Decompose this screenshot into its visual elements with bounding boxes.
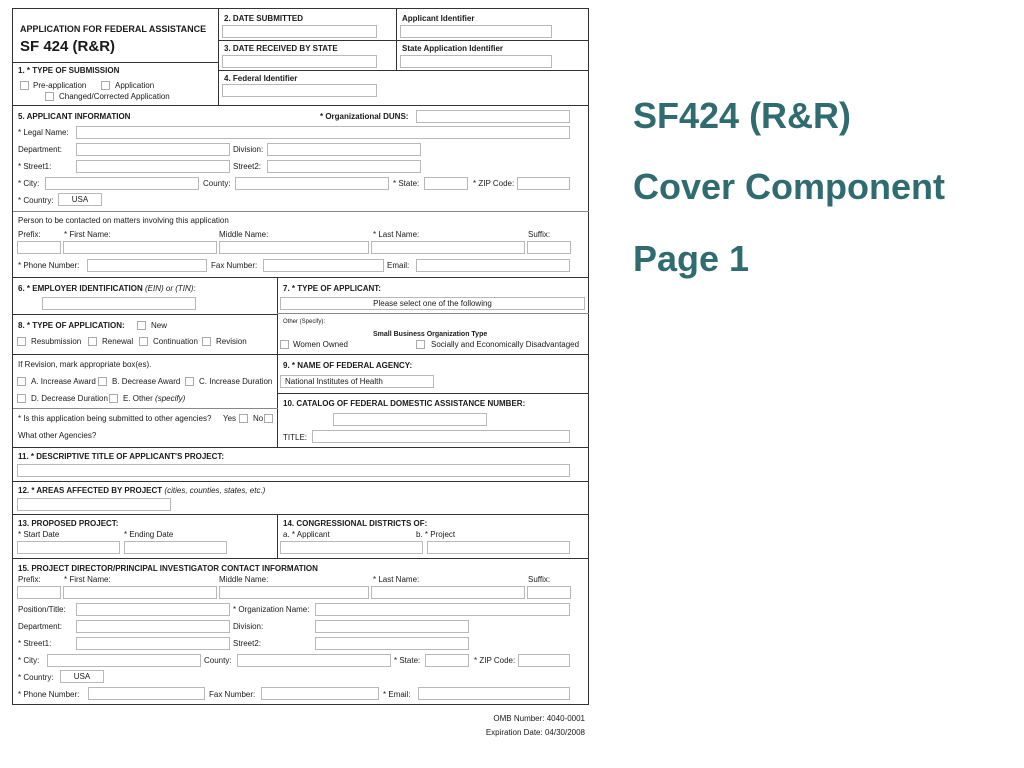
applicant-info-heading: 5. APPLICANT INFORMATION: [18, 112, 131, 121]
pi-prefix-label: Prefix:: [18, 575, 41, 584]
contact-prefix-label: Prefix:: [18, 230, 41, 239]
contact-last-name-label: * Last Name:: [373, 230, 420, 239]
country-label: * Country:: [18, 196, 54, 205]
legal-name-label: * Legal Name:: [18, 128, 69, 137]
pi-zip-field[interactable]: [518, 654, 570, 667]
increase-award-checkbox[interactable]: [17, 377, 26, 386]
other-revision-label: E. Other (specify): [123, 394, 186, 403]
pi-street1-label: * Street1:: [18, 639, 52, 648]
applicant-identifier-field[interactable]: [400, 25, 552, 38]
contact-last-name-field[interactable]: [371, 241, 525, 254]
other-agencies-question: * Is this application being submitted to other agencies?: [18, 414, 212, 423]
pi-email-label: * Email:: [383, 690, 411, 699]
division-label: Division:: [233, 145, 264, 154]
application-label: Application: [115, 81, 155, 90]
project-district-label: b. * Project: [416, 530, 456, 539]
pd-pi-heading: 15. PROJECT DIRECTOR/PRINCIPAL INVESTIGATOR CONTACT INFORMATION: [18, 564, 318, 573]
pi-division-label: Division:: [233, 622, 264, 631]
areas-affected-field[interactable]: [17, 498, 171, 511]
ein-field[interactable]: [42, 297, 196, 310]
county-field[interactable]: [235, 177, 389, 190]
start-date-field[interactable]: [17, 541, 120, 554]
pi-org-name-field[interactable]: [315, 603, 570, 616]
state-field[interactable]: [424, 177, 468, 190]
federal-identifier-field[interactable]: [222, 84, 377, 97]
pi-prefix-field[interactable]: [17, 586, 61, 599]
pi-first-name-label: * First Name:: [64, 575, 111, 584]
other-specify-label: Other (Specify):: [283, 319, 326, 325]
county-label: County:: [203, 179, 231, 188]
contact-email-label: Email:: [387, 261, 410, 270]
renewal-label: Renewal: [102, 337, 134, 346]
end-date-field[interactable]: [124, 541, 227, 554]
pi-city-label: * City:: [18, 656, 40, 665]
slide-title-line-2: Cover Component: [633, 166, 946, 207]
contact-suffix-field[interactable]: [527, 241, 571, 254]
federal-agency-label: 9. * NAME OF FEDERAL AGENCY:: [283, 361, 413, 370]
contact-phone-field[interactable]: [87, 259, 207, 272]
contact-suffix-label: Suffix:: [528, 230, 551, 239]
title-field[interactable]: [312, 430, 570, 443]
contact-middle-name-label: Middle Name:: [219, 230, 269, 239]
resubmission-label: Resubmission: [31, 337, 82, 346]
pi-fax-field[interactable]: [261, 687, 379, 700]
pi-phone-field[interactable]: [88, 687, 205, 700]
federal-agency-field[interactable]: National Institutes of Health: [280, 375, 434, 388]
revision-mark-label: If Revision, mark appropriate box(es).: [18, 360, 152, 369]
state-app-identifier-label: State Application Identifier: [402, 44, 504, 53]
contact-prefix-field[interactable]: [17, 241, 61, 254]
pi-country-label: * Country:: [18, 673, 54, 682]
congressional-districts-label: 14. CONGRESSIONAL DISTRICTS OF:: [283, 519, 428, 528]
new-checkbox[interactable]: [137, 321, 146, 330]
contact-email-field[interactable]: [416, 259, 570, 272]
street2-field[interactable]: [267, 160, 421, 173]
revision-checkbox[interactable]: [202, 337, 211, 346]
federal-identifier-label: 4. Federal Identifier: [224, 74, 298, 83]
women-owned-label: Women Owned: [293, 340, 348, 349]
areas-affected-label: 12. * AREAS AFFECTED BY PROJECT (cities, counties, states, etc.): [18, 486, 266, 495]
continuation-checkbox[interactable]: [139, 337, 148, 346]
no-label: No: [253, 414, 264, 423]
yes-checkbox[interactable]: [239, 414, 248, 423]
type-of-application-label: 8. * TYPE OF APPLICATION:: [18, 321, 125, 330]
date-submitted-field[interactable]: [222, 25, 377, 38]
pre-application-checkbox[interactable]: [20, 81, 29, 90]
pi-last-name-label: * Last Name:: [373, 575, 420, 584]
increase-award-label: A. Increase Award: [31, 377, 96, 386]
omb-number: OMB Number: 4040-0001: [493, 714, 585, 723]
new-label: New: [151, 321, 168, 330]
legal-name-field[interactable]: [76, 126, 570, 139]
other-revision-checkbox[interactable]: [109, 394, 118, 403]
contact-person-label: Person to be contacted on matters involving this application: [18, 216, 229, 225]
pi-suffix-label: Suffix:: [528, 575, 551, 584]
sf424-form: [12, 8, 589, 705]
pi-street1-field[interactable]: [76, 637, 230, 650]
zip-field[interactable]: [517, 177, 570, 190]
pi-country-field[interactable]: USA: [60, 670, 104, 683]
ein-label: 6. * EMPLOYER IDENTIFICATION (EIN) or (TIN):: [18, 284, 196, 293]
cfda-field[interactable]: [333, 413, 487, 426]
state-app-identifier-field[interactable]: [400, 55, 552, 68]
pi-zip-label: * ZIP Code:: [474, 656, 516, 665]
division-field[interactable]: [267, 143, 421, 156]
pi-state-field[interactable]: [425, 654, 469, 667]
yes-label: Yes: [223, 414, 237, 423]
resubmission-checkbox[interactable]: [17, 337, 26, 346]
start-date-label: * Start Date: [18, 530, 60, 539]
form-title: APPLICATION FOR FEDERAL ASSISTANCE: [20, 24, 207, 34]
application-checkbox[interactable]: [101, 81, 110, 90]
department-label: Department:: [18, 145, 63, 154]
city-field[interactable]: [45, 177, 199, 190]
pi-org-name-label: * Organization Name:: [233, 605, 310, 614]
date-received-label: 3. DATE RECEIVED BY STATE: [224, 44, 338, 53]
socially-disadvantaged-label: Socially and Economically Disadvantaged: [431, 340, 580, 349]
org-duns-field[interactable]: [416, 110, 570, 123]
renewal-checkbox[interactable]: [88, 337, 97, 346]
pi-last-name-field[interactable]: [371, 586, 525, 599]
pi-position-field[interactable]: [76, 603, 230, 616]
pi-email-field[interactable]: [418, 687, 570, 700]
pi-fax-label: Fax Number:: [209, 690, 256, 699]
sbo-type-label: Small Business Organization Type: [373, 331, 488, 338]
title-label: TITLE:: [283, 433, 308, 442]
pi-middle-name-field[interactable]: [219, 586, 369, 599]
applicant-district-label: a. * Applicant: [283, 530, 330, 539]
org-duns-label: * Organizational DUNS:: [320, 112, 409, 121]
socially-disadvantaged-checkbox[interactable]: [416, 340, 425, 349]
contact-first-name-label: * First Name:: [64, 230, 111, 239]
date-submitted-label: 2. DATE SUBMITTED: [224, 14, 303, 23]
project-district-field[interactable]: [427, 541, 570, 554]
continuation-label: Continuation: [153, 337, 198, 346]
state-label: * State:: [393, 179, 420, 188]
zip-label: * ZIP Code:: [473, 179, 515, 188]
decrease-duration-label: D. Decrease Duration: [31, 394, 108, 403]
increase-duration-label: C. Increase Duration: [199, 377, 273, 386]
pi-state-label: * State:: [394, 656, 421, 665]
changed-corrected-checkbox[interactable]: [45, 92, 54, 101]
date-received-field[interactable]: [222, 55, 377, 68]
pi-position-label: Position/Title:: [18, 605, 66, 614]
expiration-date: Expiration Date: 04/30/2008: [485, 728, 585, 737]
contact-first-name-field[interactable]: [63, 241, 217, 254]
no-checkbox[interactable]: [264, 414, 273, 423]
descriptive-title-field[interactable]: [17, 464, 570, 477]
revision-label: Revision: [216, 337, 247, 346]
pi-phone-label: * Phone Number:: [18, 690, 80, 699]
decrease-duration-checkbox[interactable]: [17, 394, 26, 403]
what-other-agencies-label: What other Agencies?: [18, 431, 97, 440]
changed-corrected-label: Changed/Corrected Application: [59, 92, 170, 101]
pi-first-name-field[interactable]: [63, 586, 217, 599]
department-field[interactable]: [76, 143, 230, 156]
slide-title-line-1: SF424 (R&R): [633, 95, 852, 136]
pre-application-label: Pre-application: [33, 81, 87, 90]
women-owned-checkbox[interactable]: [280, 340, 289, 349]
pi-county-field[interactable]: [237, 654, 391, 667]
contact-fax-label: Fax Number:: [211, 261, 258, 270]
contact-middle-name-field[interactable]: [219, 241, 369, 254]
end-date-label: * Ending Date: [124, 530, 174, 539]
street2-label: Street2:: [233, 162, 262, 171]
pi-street2-label: Street2:: [233, 639, 262, 648]
pi-department-label: Department:: [18, 622, 63, 631]
pi-middle-name-label: Middle Name:: [219, 575, 269, 584]
decrease-award-label: B. Decrease Award: [112, 377, 181, 386]
country-field[interactable]: USA: [58, 193, 102, 206]
cfda-label: 10. CATALOG OF FEDERAL DOMESTIC ASSISTANCE NUMBER:: [283, 399, 526, 408]
proposed-project-label: 13. PROPOSED PROJECT:: [18, 519, 119, 528]
increase-duration-checkbox[interactable]: [185, 377, 194, 386]
pi-county-label: County:: [204, 656, 232, 665]
applicant-identifier-label: Applicant Identifier: [402, 14, 475, 23]
street1-label: * Street1:: [18, 162, 52, 171]
slide-title-line-3: Page 1: [633, 238, 750, 279]
form-code: SF 424 (R&R): [20, 38, 116, 55]
city-label: * City:: [18, 179, 40, 188]
pi-division-field[interactable]: [315, 620, 469, 633]
contact-phone-label: * Phone Number:: [18, 261, 80, 270]
type-of-submission-label: 1. * TYPE OF SUBMISSION: [18, 66, 120, 75]
applicant-district-field[interactable]: [280, 541, 423, 554]
street1-field[interactable]: [76, 160, 230, 173]
decrease-award-checkbox[interactable]: [98, 377, 107, 386]
descriptive-title-label: 11. * DESCRIPTIVE TITLE OF APPLICANT'S PROJECT:: [18, 452, 225, 461]
pi-suffix-field[interactable]: [527, 586, 571, 599]
contact-fax-field[interactable]: [263, 259, 384, 272]
pi-street2-field[interactable]: [315, 637, 469, 650]
pi-department-field[interactable]: [76, 620, 230, 633]
pi-city-field[interactable]: [47, 654, 201, 667]
type-of-applicant-select[interactable]: Please select one of the following: [280, 297, 585, 310]
type-of-applicant-label: 7. * TYPE OF APPLICANT:: [283, 284, 381, 293]
